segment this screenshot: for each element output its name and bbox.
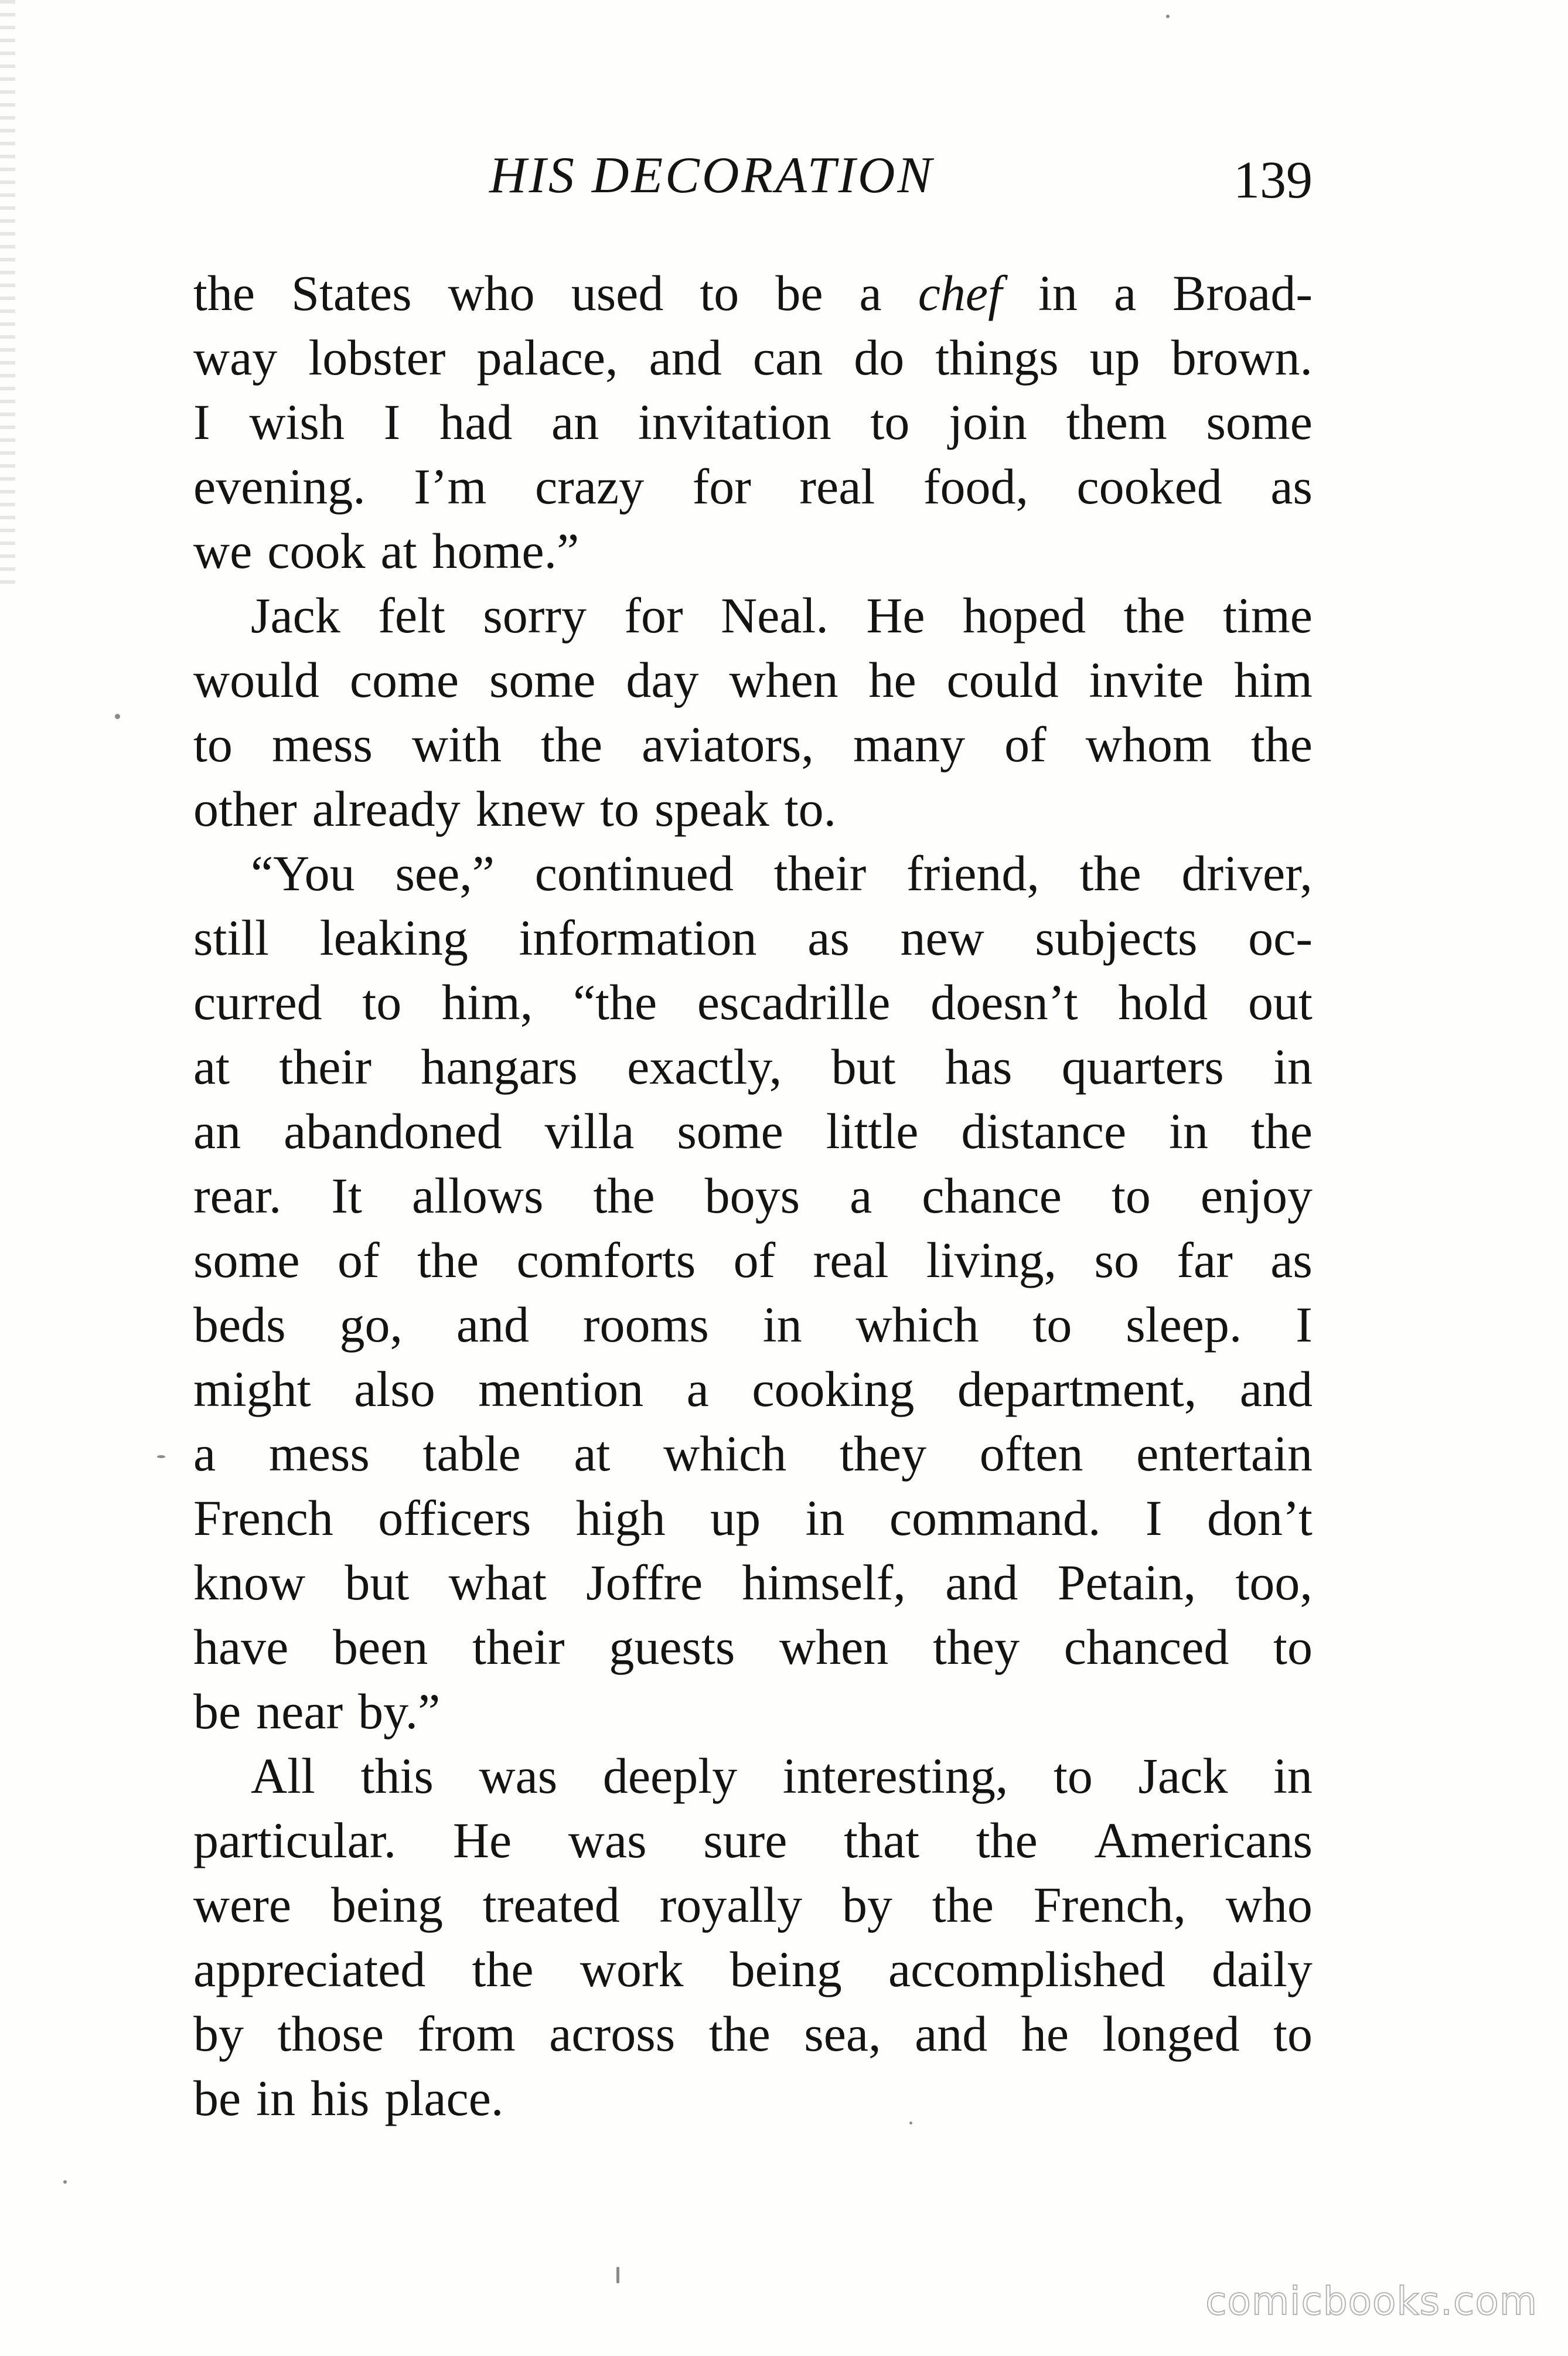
word: been — [333, 1619, 428, 1675]
word: by.” — [358, 1683, 441, 1739]
scan-speck — [115, 714, 120, 719]
word: join — [949, 394, 1027, 450]
word: don’t — [1206, 1490, 1313, 1546]
word: of — [1004, 716, 1047, 772]
word: exactly, — [627, 1039, 782, 1095]
word: their — [773, 845, 867, 901]
text-line — [193, 1808, 1313, 1872]
word: have — [193, 1619, 289, 1675]
text-line — [193, 1034, 1313, 1099]
word: near — [256, 1683, 343, 1739]
word: from — [417, 2006, 516, 2062]
text-line — [193, 2066, 1313, 2130]
word: He — [452, 1812, 512, 1868]
word: daily — [1211, 1941, 1313, 1997]
word: in — [1273, 1748, 1313, 1804]
word: who — [448, 265, 535, 321]
word: chance — [922, 1167, 1062, 1224]
word: but — [831, 1039, 896, 1095]
word: and — [945, 1554, 1018, 1611]
word: boys — [704, 1167, 800, 1224]
word: a — [859, 265, 882, 321]
word: allows — [411, 1167, 544, 1224]
word: knew — [475, 781, 585, 837]
word: evening. — [193, 458, 366, 515]
text-line — [193, 712, 1313, 777]
word: Joffre — [586, 1554, 703, 1611]
word: far — [1177, 1232, 1233, 1288]
text-line — [193, 1679, 1313, 1744]
word: way — [193, 329, 278, 386]
word: real — [813, 1232, 889, 1288]
word: to — [1273, 2006, 1313, 2062]
word: It — [331, 1167, 362, 1224]
word: do — [854, 329, 905, 386]
word: as — [1270, 1232, 1313, 1288]
word: to — [700, 265, 739, 321]
word: the — [976, 1812, 1038, 1868]
word: see,” — [395, 845, 495, 901]
word: leaking — [319, 910, 468, 966]
word: already — [312, 781, 461, 837]
word: him — [1234, 652, 1313, 708]
word: know — [193, 1554, 306, 1611]
word: lobster — [308, 329, 446, 386]
word: the — [932, 1877, 994, 1933]
text-line — [193, 1228, 1313, 1292]
word: Broad- — [1172, 265, 1313, 321]
word: to — [1273, 1619, 1313, 1675]
word: in — [805, 1490, 845, 1546]
page-number: 139 — [1233, 151, 1313, 209]
word: appreciated — [193, 1941, 426, 1997]
scan-speck — [157, 1455, 165, 1458]
word: the — [472, 1941, 534, 1997]
word: time — [1223, 587, 1313, 644]
word: French, — [1033, 1877, 1186, 1933]
word: brown. — [1171, 329, 1313, 386]
word: chef — [918, 265, 1002, 321]
word: would — [193, 652, 319, 708]
text-line — [193, 390, 1313, 454]
word: be — [193, 2070, 241, 2126]
word: living, — [926, 1232, 1057, 1288]
word: beds — [193, 1296, 286, 1353]
text-line — [193, 841, 1313, 905]
word: rooms — [582, 1296, 709, 1353]
word: and — [456, 1296, 529, 1353]
word: quarters — [1061, 1039, 1224, 1095]
word: can — [752, 329, 823, 386]
word: He — [866, 587, 925, 644]
text-line — [193, 1099, 1313, 1163]
word: I — [1145, 1490, 1163, 1546]
word: used — [571, 265, 664, 321]
word: “the — [572, 974, 657, 1030]
word: day — [626, 652, 699, 708]
word: a — [686, 1361, 709, 1417]
word: table — [422, 1425, 521, 1482]
word: go, — [339, 1296, 403, 1353]
word: they — [840, 1425, 927, 1482]
word: entertain — [1136, 1425, 1313, 1482]
word: comforts — [516, 1232, 696, 1288]
word: hoped — [963, 587, 1086, 644]
word: and — [1239, 1361, 1313, 1417]
running-head — [193, 144, 1313, 208]
word: him, — [441, 974, 533, 1030]
word: for — [692, 458, 751, 515]
word: in — [1038, 265, 1078, 321]
word: across — [549, 2006, 676, 2062]
word: and — [915, 2006, 988, 2062]
word: he — [1021, 2006, 1069, 2062]
word: out — [1248, 974, 1313, 1030]
word: royally — [659, 1877, 803, 1933]
text-line — [193, 1744, 1313, 1808]
word: sure — [703, 1812, 788, 1868]
word: an — [193, 1103, 241, 1159]
word: invitation — [638, 394, 831, 450]
word: still — [193, 910, 270, 966]
word: palace, — [476, 329, 618, 386]
word: accomplished — [888, 1941, 1165, 1997]
word: many — [853, 716, 966, 772]
word: could — [946, 652, 1059, 708]
word: at — [380, 523, 417, 579]
word: at — [193, 1039, 230, 1095]
word: come — [349, 652, 459, 708]
word: them — [1066, 394, 1167, 450]
word: Jack — [1138, 1748, 1228, 1804]
word: wish — [249, 394, 345, 450]
word: villa — [544, 1103, 635, 1159]
word: cooking — [752, 1361, 915, 1417]
word: enjoy — [1200, 1167, 1313, 1224]
word: also — [354, 1361, 435, 1417]
word: by — [841, 1877, 892, 1933]
word: but — [345, 1554, 410, 1611]
word: the — [417, 1232, 479, 1288]
word: Jack — [251, 587, 340, 644]
scan-speck — [63, 2180, 67, 2184]
word: this — [360, 1748, 434, 1804]
word: their — [279, 1039, 371, 1095]
text-line — [193, 905, 1313, 970]
word: curred — [193, 974, 322, 1030]
word: in — [1169, 1103, 1208, 1159]
word: whom — [1085, 716, 1212, 772]
word: be — [775, 265, 823, 321]
word: what — [448, 1554, 547, 1611]
word: home.” — [432, 523, 580, 579]
word: command. — [889, 1490, 1101, 1546]
word: of — [337, 1232, 380, 1288]
word: Neal. — [721, 587, 829, 644]
word: place. — [384, 2070, 504, 2126]
word: had — [439, 394, 513, 450]
scan-speck — [1166, 15, 1170, 18]
text-line — [193, 454, 1313, 519]
word: treated — [482, 1877, 620, 1933]
scan-edge-noise — [0, 0, 15, 586]
word: real — [799, 458, 875, 515]
word: in — [256, 2070, 296, 2126]
word: cooked — [1076, 458, 1222, 515]
word: to — [362, 974, 402, 1030]
word: States — [291, 265, 412, 321]
word: invite — [1089, 652, 1204, 708]
word: they — [932, 1619, 1020, 1675]
word: crazy — [534, 458, 645, 515]
word: to — [870, 394, 910, 450]
word: be — [193, 1683, 241, 1739]
word: Petain, — [1057, 1554, 1197, 1611]
word: oc- — [1248, 910, 1313, 966]
word: a — [850, 1167, 872, 1224]
word: too, — [1235, 1554, 1313, 1611]
word: and — [649, 329, 722, 386]
word: to — [600, 781, 639, 837]
scan-speck — [616, 2267, 619, 2283]
word: doesn’t — [930, 974, 1078, 1030]
word: to — [1032, 1296, 1072, 1353]
word: rear. — [193, 1167, 282, 1224]
word: deeply — [602, 1748, 738, 1804]
word: aviators, — [642, 716, 814, 772]
running-title: HIS DECORATION — [489, 147, 935, 204]
word: to — [193, 716, 233, 772]
word: sleep. — [1126, 1296, 1242, 1353]
word: some — [193, 1232, 300, 1288]
word: those — [277, 2006, 384, 2062]
word: up — [710, 1490, 761, 1546]
word: his — [311, 2070, 370, 2126]
word: speak — [654, 781, 769, 837]
word: “You — [251, 845, 355, 901]
word: who — [1225, 1877, 1313, 1933]
word: guests — [609, 1619, 735, 1675]
word: the — [193, 265, 255, 321]
word: sorry — [483, 587, 587, 644]
text-line — [193, 648, 1313, 712]
word: to — [1053, 1748, 1093, 1804]
word: little — [826, 1103, 919, 1159]
word: I — [1296, 1296, 1313, 1353]
word: in — [1273, 1039, 1313, 1095]
word: at — [574, 1425, 611, 1482]
word: I — [383, 394, 401, 450]
word: so — [1094, 1232, 1139, 1288]
word: was — [479, 1748, 558, 1804]
word: sea, — [804, 2006, 881, 2062]
word: continued — [534, 845, 734, 901]
text-line — [193, 777, 1313, 841]
word: some — [677, 1103, 783, 1159]
word: particular. — [193, 1812, 397, 1868]
word: when — [729, 652, 838, 708]
word: the — [1250, 716, 1313, 772]
word: which — [855, 1296, 979, 1353]
word: other — [193, 781, 297, 837]
text-line — [193, 1486, 1313, 1550]
text-line — [193, 1615, 1313, 1679]
word: chanced — [1063, 1619, 1229, 1675]
word: department, — [957, 1361, 1197, 1417]
word: mess — [271, 716, 373, 772]
word: the — [1079, 845, 1141, 901]
word: to — [1111, 1167, 1151, 1224]
word: when — [779, 1619, 889, 1675]
word: for — [624, 587, 683, 644]
word: work — [580, 1941, 684, 1997]
word: driver, — [1181, 845, 1313, 901]
word: mess — [268, 1425, 370, 1482]
word: were — [193, 1877, 292, 1933]
word: their — [472, 1619, 565, 1675]
word: I — [193, 394, 210, 450]
word: with — [412, 716, 502, 772]
body-text — [193, 261, 1313, 2130]
word: in — [762, 1296, 802, 1353]
word: often — [979, 1425, 1083, 1482]
word: up — [1089, 329, 1140, 386]
word: interesting, — [782, 1748, 1008, 1804]
word: as — [807, 910, 850, 966]
word: new — [900, 910, 984, 966]
word: an — [551, 394, 599, 450]
watermark: comicbooks.com — [1205, 2279, 1538, 2324]
text-line — [193, 519, 1313, 583]
word: to. — [784, 781, 837, 837]
scan-speck — [909, 2122, 912, 2125]
word: some — [489, 652, 596, 708]
text-line — [193, 583, 1313, 648]
word: the — [1123, 587, 1185, 644]
word: might — [193, 1361, 311, 1417]
word: high — [575, 1490, 666, 1546]
word: he — [868, 652, 916, 708]
word: things — [935, 329, 1059, 386]
word: being — [730, 1941, 842, 1997]
word: himself, — [742, 1554, 906, 1611]
word: information — [519, 910, 757, 966]
text-line — [193, 970, 1313, 1034]
word: we — [193, 523, 253, 579]
word: the — [593, 1167, 655, 1224]
text-line — [193, 1163, 1313, 1228]
word: All — [251, 1748, 315, 1804]
word: of — [733, 1232, 776, 1288]
word: Americans — [1094, 1812, 1313, 1868]
text-line — [193, 1421, 1313, 1486]
word: by — [193, 2006, 244, 2062]
word: which — [663, 1425, 787, 1482]
word: the — [1250, 1103, 1313, 1159]
word: food, — [923, 458, 1028, 515]
text-line — [193, 325, 1313, 390]
word: as — [1270, 458, 1313, 515]
word: being — [330, 1877, 443, 1933]
word: officers — [378, 1490, 531, 1546]
word: has — [945, 1039, 1013, 1095]
text-line — [193, 2001, 1313, 2066]
word: hold — [1118, 974, 1208, 1030]
text-line — [193, 1357, 1313, 1421]
word: French — [193, 1490, 333, 1546]
word: friend, — [906, 845, 1039, 901]
word: felt — [378, 587, 445, 644]
word: that — [844, 1812, 920, 1868]
word: I’m — [414, 458, 487, 515]
word: subjects — [1035, 910, 1198, 966]
word: escadrille — [697, 974, 891, 1030]
word: a — [193, 1425, 216, 1482]
word: distance — [961, 1103, 1127, 1159]
text-line — [193, 1292, 1313, 1357]
word: a — [1113, 265, 1137, 321]
word: was — [568, 1812, 647, 1868]
word: longed — [1102, 2006, 1240, 2062]
word: hangars — [421, 1039, 578, 1095]
text-line — [193, 261, 1313, 325]
text-line — [193, 1872, 1313, 1937]
word: some — [1206, 394, 1313, 450]
word: the — [708, 2006, 771, 2062]
text-line — [193, 1937, 1313, 2001]
word: the — [541, 716, 603, 772]
word: cook — [267, 523, 366, 579]
word: abandoned — [284, 1103, 502, 1159]
text-line — [193, 1550, 1313, 1615]
word: mention — [478, 1361, 644, 1417]
